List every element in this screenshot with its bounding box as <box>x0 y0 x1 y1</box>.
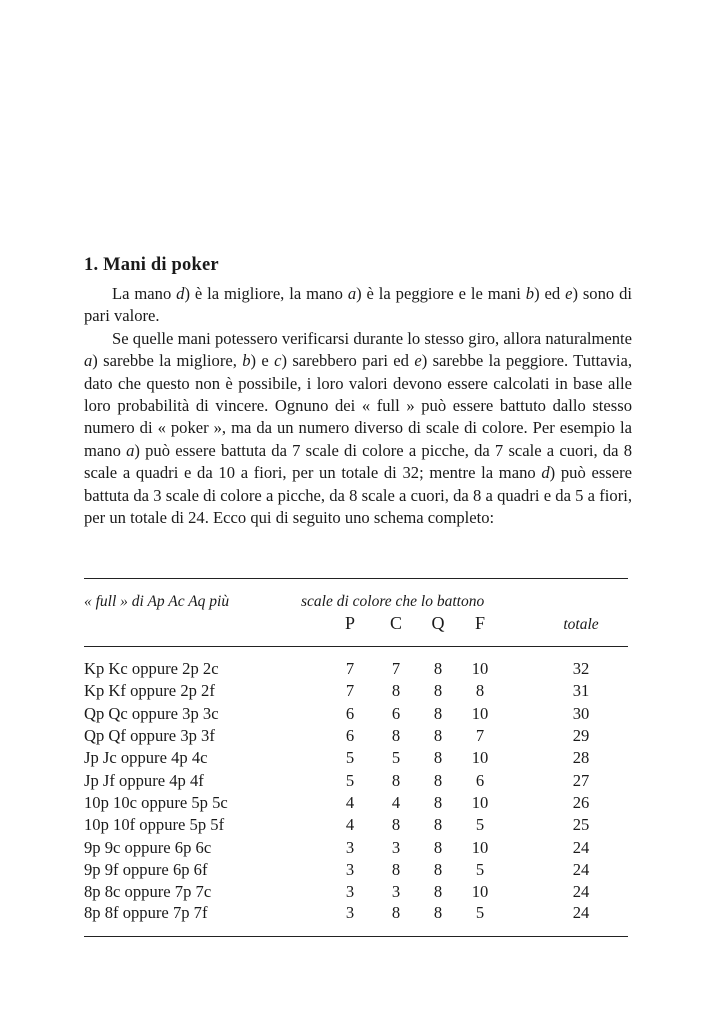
table-header-group: scale di colore che lo battono <box>301 593 485 610</box>
table-row <box>0 748 715 770</box>
table-row <box>0 860 715 882</box>
cell-total: 30 <box>572 704 590 723</box>
cell-p: 3 <box>345 903 355 922</box>
column-header-q: Q <box>431 613 445 633</box>
cell-q: 8 <box>433 838 443 857</box>
table-bottom-rule <box>84 936 628 937</box>
cell-p: 4 <box>345 815 355 834</box>
cell-q: 8 <box>433 903 443 922</box>
table-row <box>0 815 715 837</box>
cell-total: 24 <box>572 838 590 857</box>
cell-f: 10 <box>471 838 489 857</box>
cell-c: 7 <box>391 659 401 678</box>
cell-q: 8 <box>433 748 443 767</box>
cell-p: 3 <box>345 860 355 879</box>
table-header-left: « full » di Ap Ac Aq più <box>84 593 230 610</box>
row-label: 8p 8f oppure 7p 7f <box>84 903 208 922</box>
cell-total: 26 <box>572 793 590 812</box>
cell-c: 8 <box>391 726 401 745</box>
cell-f: 7 <box>475 726 485 745</box>
table-row <box>0 681 715 703</box>
cell-p: 7 <box>345 681 355 700</box>
cell-c: 6 <box>391 704 401 723</box>
row-label: Jp Jf oppure 4p 4f <box>84 771 204 790</box>
cell-c: 5 <box>391 748 401 767</box>
column-header-p: P <box>344 613 355 633</box>
table-row <box>0 903 715 925</box>
row-label: 10p 10f oppure 5p 5f <box>84 815 225 834</box>
row-label: Kp Kf oppure 2p 2f <box>84 681 215 700</box>
cell-p: 3 <box>345 838 355 857</box>
cell-total: 24 <box>572 860 590 879</box>
cell-q: 8 <box>433 882 443 901</box>
cell-total: 28 <box>572 748 590 767</box>
paragraph-1: La mano d) è la migliore, la mano a) è la peggiore e le mani b) ed e) sono di pari valore. <box>84 284 632 326</box>
cell-q: 8 <box>433 815 443 834</box>
table-header-rule <box>84 646 628 647</box>
cell-total: 25 <box>572 815 590 834</box>
table-top-rule <box>84 578 628 579</box>
cell-q: 8 <box>433 771 443 790</box>
table-row <box>0 793 715 815</box>
cell-q: 8 <box>433 860 443 879</box>
column-header-f: F <box>474 613 485 633</box>
cell-f: 6 <box>475 771 485 790</box>
row-label: 8p 8c oppure 7p 7c <box>84 882 212 901</box>
column-header-c: C <box>389 613 402 633</box>
cell-c: 4 <box>391 793 401 812</box>
row-label: Jp Jc oppure 4p 4c <box>84 748 208 767</box>
section-heading: 1. Mani di poker <box>84 255 219 275</box>
cell-c: 3 <box>391 838 401 857</box>
column-header-total: totale <box>563 616 599 633</box>
table-row <box>0 838 715 860</box>
cell-f: 10 <box>471 748 489 767</box>
cell-p: 5 <box>345 748 355 767</box>
row-label: 9p 9c oppure 6p 6c <box>84 838 212 857</box>
cell-f: 10 <box>471 882 489 901</box>
cell-total: 32 <box>572 659 590 678</box>
cell-total: 24 <box>572 882 590 901</box>
cell-total: 24 <box>572 903 590 922</box>
cell-p: 6 <box>345 704 355 723</box>
row-label: Kp Kc oppure 2p 2c <box>84 659 219 678</box>
row-label: 10p 10c oppure 5p 5c <box>84 793 228 812</box>
cell-total: 29 <box>572 726 590 745</box>
cell-p: 6 <box>345 726 355 745</box>
cell-p: 4 <box>345 793 355 812</box>
cell-p: 5 <box>345 771 355 790</box>
table-row <box>0 659 715 681</box>
table-row <box>0 726 715 748</box>
cell-total: 27 <box>572 771 590 790</box>
cell-c: 8 <box>391 771 401 790</box>
cell-q: 8 <box>433 681 443 700</box>
paragraph-2: Se quelle mani potessero verificarsi durante lo stesso giro, allora naturalmente a) sarebbe la migliore, b) e c) sarebbero pari ed e) sarebbe la peggiore. Tuttavia, dato che questo non è possibile, i loro valori devono essere calcolati in base alle loro probabilità di vincere. Ognuno dei « full » può essere battuto dallo stesso numero di « poker », ma da un numero diverso di scale di colore. Per esempio la mano a) può essere battuta da 7 scale di colore a picche, da 7 scale a cuori, da 8 scale a quadri e da 10 a fiori, per un totale di 32; mentre la mano d) può essere battuta da 3 scale di colore a picche, da 8 scale a cuori, da 8 a quadri e da 5 a fiori, per un totale di 24. Ecco qui di seguito uno schema completo: <box>84 328 633 528</box>
cell-f: 10 <box>471 704 489 723</box>
cell-f: 10 <box>471 659 489 678</box>
row-label: Qp Qc oppure 3p 3c <box>84 704 219 723</box>
row-label: Qp Qf oppure 3p 3f <box>84 726 215 745</box>
cell-p: 7 <box>345 659 355 678</box>
table-row <box>0 882 715 904</box>
cell-q: 8 <box>433 659 443 678</box>
table-row <box>0 704 715 726</box>
cell-c: 8 <box>391 903 401 922</box>
cell-c: 8 <box>391 681 401 700</box>
cell-f: 5 <box>475 860 485 879</box>
cell-q: 8 <box>433 793 443 812</box>
cell-f: 5 <box>475 903 485 922</box>
cell-c: 3 <box>391 882 401 901</box>
cell-f: 10 <box>471 793 489 812</box>
cell-p: 3 <box>345 882 355 901</box>
cell-total: 31 <box>572 681 590 700</box>
text-block <box>84 253 632 529</box>
cell-f: 5 <box>475 815 485 834</box>
cell-c: 8 <box>391 860 401 879</box>
row-label: 9p 9f oppure 6p 6f <box>84 860 208 879</box>
table-row <box>0 771 715 793</box>
cell-c: 8 <box>391 815 401 834</box>
cell-q: 8 <box>433 726 443 745</box>
cell-q: 8 <box>433 704 443 723</box>
cell-f: 8 <box>475 681 485 700</box>
